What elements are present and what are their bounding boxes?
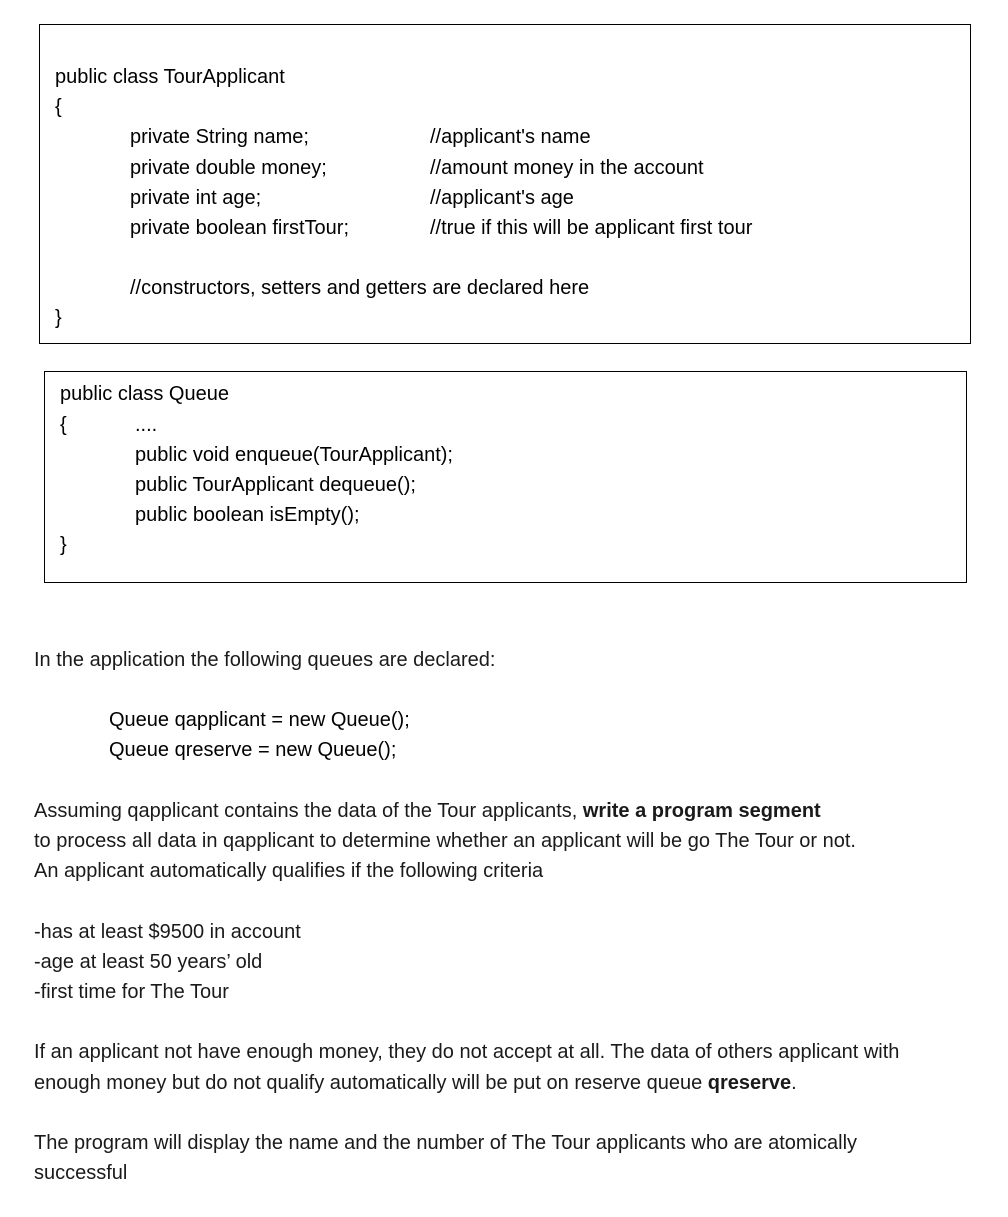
field-code-name: private String name;	[130, 126, 309, 148]
queue-close-brace: }	[60, 534, 67, 556]
queue-declaration: public class Queue	[60, 383, 229, 405]
queue-method-dequeue: public TourApplicant dequeue();	[135, 474, 416, 496]
field-comment-money: //amount money in the account	[430, 157, 704, 179]
reserve-queue-name: qreserve	[707, 1072, 792, 1094]
declaration-qapplicant: Queue qapplicant = new Queue();	[109, 709, 410, 731]
intro-text: In the application the following queues are declared:	[34, 649, 496, 671]
output-requirement-line-1: The program will display the name and the number of The Tour applicants who are atomically	[34, 1132, 858, 1154]
declaration-qreserve: Queue qreserve = new Queue();	[109, 739, 397, 761]
reserve-rule-line-1: If an applicant not have enough money, they do not accept at all. The data of others applicant with	[34, 1041, 900, 1063]
tour-applicant-open-brace: {	[55, 96, 62, 118]
criteria-money: -has at least $9500 in account	[34, 921, 301, 943]
criteria-first-time: -first time for The Tour	[34, 981, 229, 1003]
task-line-1	[34, 799, 821, 823]
field-code-money: private double money;	[130, 157, 327, 179]
reserve-rule-line-2	[34, 1071, 797, 1095]
queue-method-enqueue: public void enqueue(TourApplicant);	[135, 444, 453, 466]
field-comment-age: //applicant's age	[430, 187, 574, 209]
field-comment-first-tour: //true if this will be applicant first tour	[430, 217, 753, 239]
reserve-rule-line-2-prefix: enough money but do not qualify automatically will be put on reserve queue	[34, 1072, 708, 1094]
field-code-age: private int age;	[130, 187, 262, 209]
queue-method-is-empty: public boolean isEmpty();	[135, 504, 360, 526]
queue-open-brace: {	[60, 414, 67, 436]
task-line-1-bold: write a program segment	[582, 800, 821, 822]
task-line-3: An applicant automatically qualifies if the following criteria	[34, 860, 544, 882]
reserve-rule-line-2-suffix: .	[791, 1072, 797, 1094]
tour-applicant-declaration: public class TourApplicant	[55, 66, 285, 88]
task-line-1-prefix: Assuming qapplicant contains the data of the Tour applicants,	[34, 800, 583, 822]
criteria-age: -age at least 50 years’ old	[34, 951, 263, 973]
tour-applicant-close-brace: }	[55, 307, 62, 329]
constructors-comment: //constructors, setters and getters are declared here	[130, 277, 590, 299]
queue-ellipsis: ....	[135, 414, 158, 436]
output-requirement-line-2: successful	[34, 1162, 128, 1184]
field-code-first-tour: private boolean firstTour;	[130, 217, 350, 239]
task-line-2: to process all data in qapplicant to determine whether an applicant will be go The Tour or not.	[34, 830, 856, 852]
field-comment-name: //applicant's name	[430, 126, 591, 148]
